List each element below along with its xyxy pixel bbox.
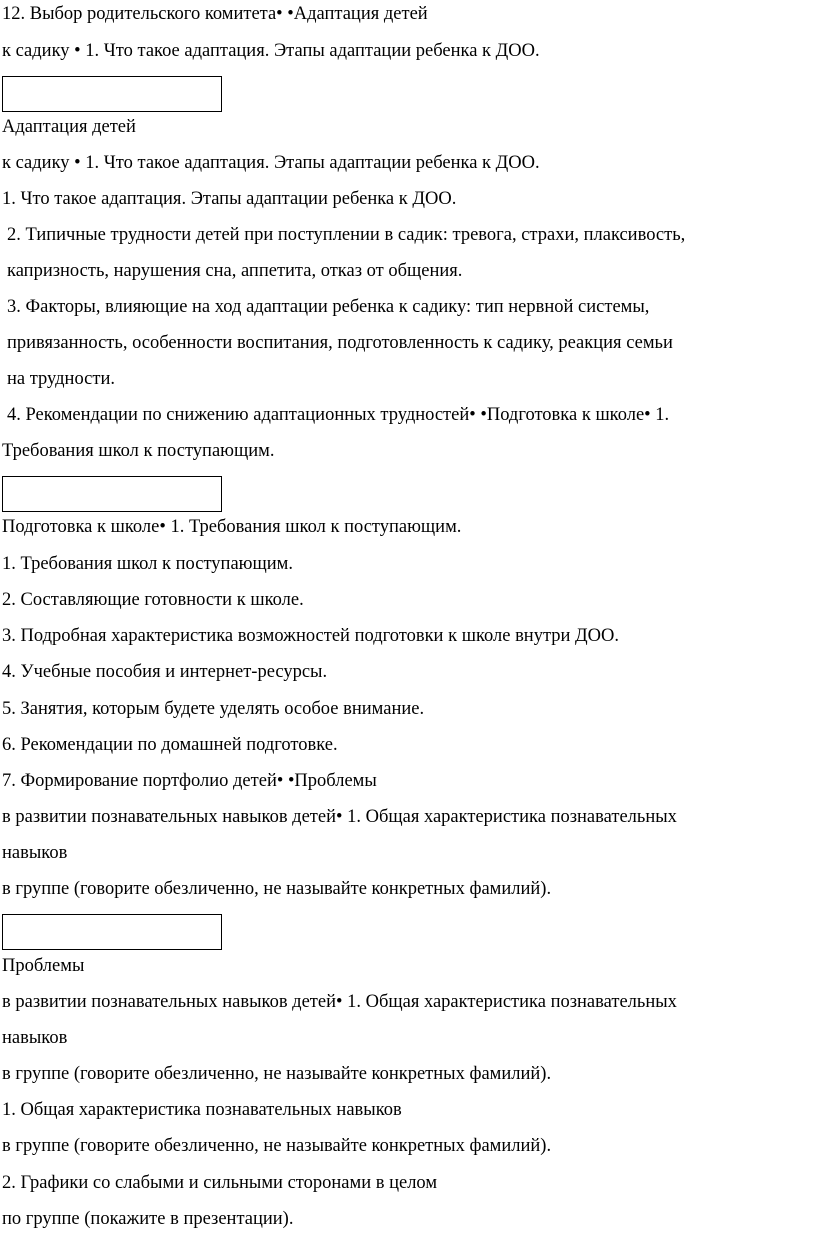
text-line: 3. Подробная характеристика возможностей подготовки к школе внутри ДОО. bbox=[2, 626, 620, 646]
image-placeholder bbox=[2, 914, 222, 950]
image-placeholder bbox=[2, 76, 222, 112]
text-line: 4. Рекомендации по снижению адаптационных трудностей• •Подготовка к школе• 1. bbox=[7, 405, 670, 425]
text-line: Подготовка к школе• 1. Требования школ к поступающим. bbox=[2, 517, 462, 537]
text-line: по группе (покажите в презентации). bbox=[2, 1209, 294, 1229]
text-line: в группе (говорите обезличенно, не называйте конкретных фамилий). bbox=[2, 879, 552, 899]
text-line: Требования школ к поступающим. bbox=[2, 441, 275, 461]
text-line: 12. Выбор родительского комитета• •Адаптация детей bbox=[2, 4, 428, 24]
text-line: в развитии познавательных навыков детей• 1. Общая характеристика познавательных bbox=[2, 992, 677, 1012]
text-line: 1. Требования школ к поступающим. bbox=[2, 554, 293, 574]
image-placeholder bbox=[2, 476, 222, 512]
text-line: навыков bbox=[2, 1028, 68, 1048]
text-line: к садику • 1. Что такое адаптация. Этапы адаптации ребенка к ДОО. bbox=[2, 153, 540, 173]
text-line: Адаптация детей bbox=[2, 117, 136, 137]
text-line: капризность, нарушения сна, аппетита, отказ от общения. bbox=[7, 261, 463, 281]
text-line: 7. Формирование портфолио детей• •Проблемы bbox=[2, 771, 377, 791]
text-line: 6. Рекомендации по домашней подготовке. bbox=[2, 735, 338, 755]
text-line: 1. Общая характеристика познавательных навыков bbox=[2, 1100, 402, 1120]
text-line: 3. Факторы, влияющие на ход адаптации ребенка к садику: тип нервной системы, bbox=[7, 297, 650, 317]
text-line: в группе (говорите обезличенно, не называйте конкретных фамилий). bbox=[2, 1136, 552, 1156]
text-line: на трудности. bbox=[7, 369, 115, 389]
text-line: 5. Занятия, которым будете уделять особое внимание. bbox=[2, 699, 425, 719]
text-line: 1. Что такое адаптация. Этапы адаптации ребенка к ДОО. bbox=[2, 189, 457, 209]
text-line: к садику • 1. Что такое адаптация. Этапы адаптации ребенка к ДОО. bbox=[2, 41, 540, 61]
text-line: 4. Учебные пособия и интернет-ресурсы. bbox=[2, 662, 328, 682]
text-line: привязанность, особенности воспитания, подготовленность к садику, реакция семьи bbox=[7, 333, 673, 353]
text-line: 2. Графики со слабыми и сильными сторонами в целом bbox=[2, 1173, 438, 1193]
text-line: 2. Типичные трудности детей при поступлении в садик: тревога, страхи, плаксивость, bbox=[7, 225, 686, 245]
text-line: 2. Составляющие готовности к школе. bbox=[2, 590, 304, 610]
text-line: Проблемы bbox=[2, 956, 85, 976]
text-line: в группе (говорите обезличенно, не называйте конкретных фамилий). bbox=[2, 1064, 552, 1084]
text-line: в развитии познавательных навыков детей• 1. Общая характеристика познавательных bbox=[2, 807, 677, 827]
text-line: навыков bbox=[2, 843, 68, 863]
